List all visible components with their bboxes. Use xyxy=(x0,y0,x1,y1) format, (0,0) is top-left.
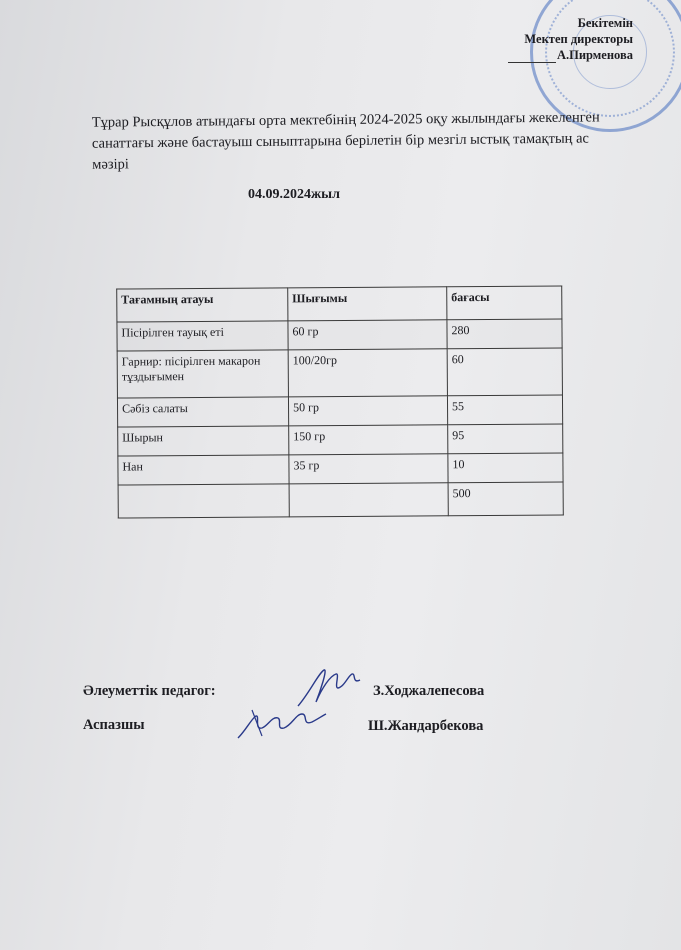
header-dish-name: Тағамның атауы xyxy=(117,288,288,322)
table-row xyxy=(117,348,562,398)
cell-price: 280 xyxy=(447,319,562,349)
cell-dish: Гарнир: пісірілген макарон тұздығымен xyxy=(117,350,288,398)
table-row xyxy=(118,424,563,456)
cell-price: 60 xyxy=(447,348,562,396)
approval-director-name: А.Пирменова xyxy=(556,48,633,62)
pedagogue-role: Әлеуметтік педагог: xyxy=(83,683,216,699)
table-row xyxy=(118,453,563,485)
cell-price: 55 xyxy=(447,395,562,425)
cook-name: Ш.Жандарбекова xyxy=(368,718,484,734)
approval-block xyxy=(524,15,633,63)
cell-price: 10 xyxy=(448,453,563,483)
cell-yield: 50 гр xyxy=(288,396,447,426)
cell-yield: 60 гр xyxy=(288,320,447,350)
cell-yield: 35 гр xyxy=(289,454,448,484)
header-price: бағасы xyxy=(447,286,562,320)
approval-heading: Бекітемін xyxy=(577,16,633,30)
cell-dish: Нан xyxy=(118,455,289,485)
table-total-row xyxy=(118,482,563,518)
cell-dish: Пісірілген тауық еті xyxy=(117,321,288,351)
cell-total-price: 500 xyxy=(448,482,563,516)
pedagogue-name: З.Ходжалепесова xyxy=(373,683,485,699)
cell-dish: Шырын xyxy=(118,426,289,456)
document-date: 04.09.2024жыл xyxy=(248,187,340,202)
table-header-row xyxy=(117,286,562,322)
table-row xyxy=(117,319,562,351)
cell-dish: Сәбіз салаты xyxy=(117,397,288,427)
cell-dish xyxy=(118,484,289,518)
cook-signature xyxy=(232,700,332,745)
cook-role: Аспазшы xyxy=(83,717,145,733)
table-row xyxy=(117,395,562,427)
cell-yield: 150 гр xyxy=(289,425,448,455)
cell-yield: 100/20гр xyxy=(288,349,447,397)
header-yield: Шығымы xyxy=(288,287,447,321)
cell-yield xyxy=(289,483,448,517)
approval-position: Мектеп директоры xyxy=(524,32,633,46)
document-title: Тұрар Рысқұлов атындағы орта мектебінің 2024-2025 оқу жылындағы жекеленген санаттағы және бастауыш сыныптарына берілетін бір мезгіл ыстық тамақтың ас мәзірі xyxy=(91,109,600,173)
director-signature-line xyxy=(508,62,556,63)
menu-table xyxy=(116,285,564,518)
cell-price: 95 xyxy=(448,424,563,454)
